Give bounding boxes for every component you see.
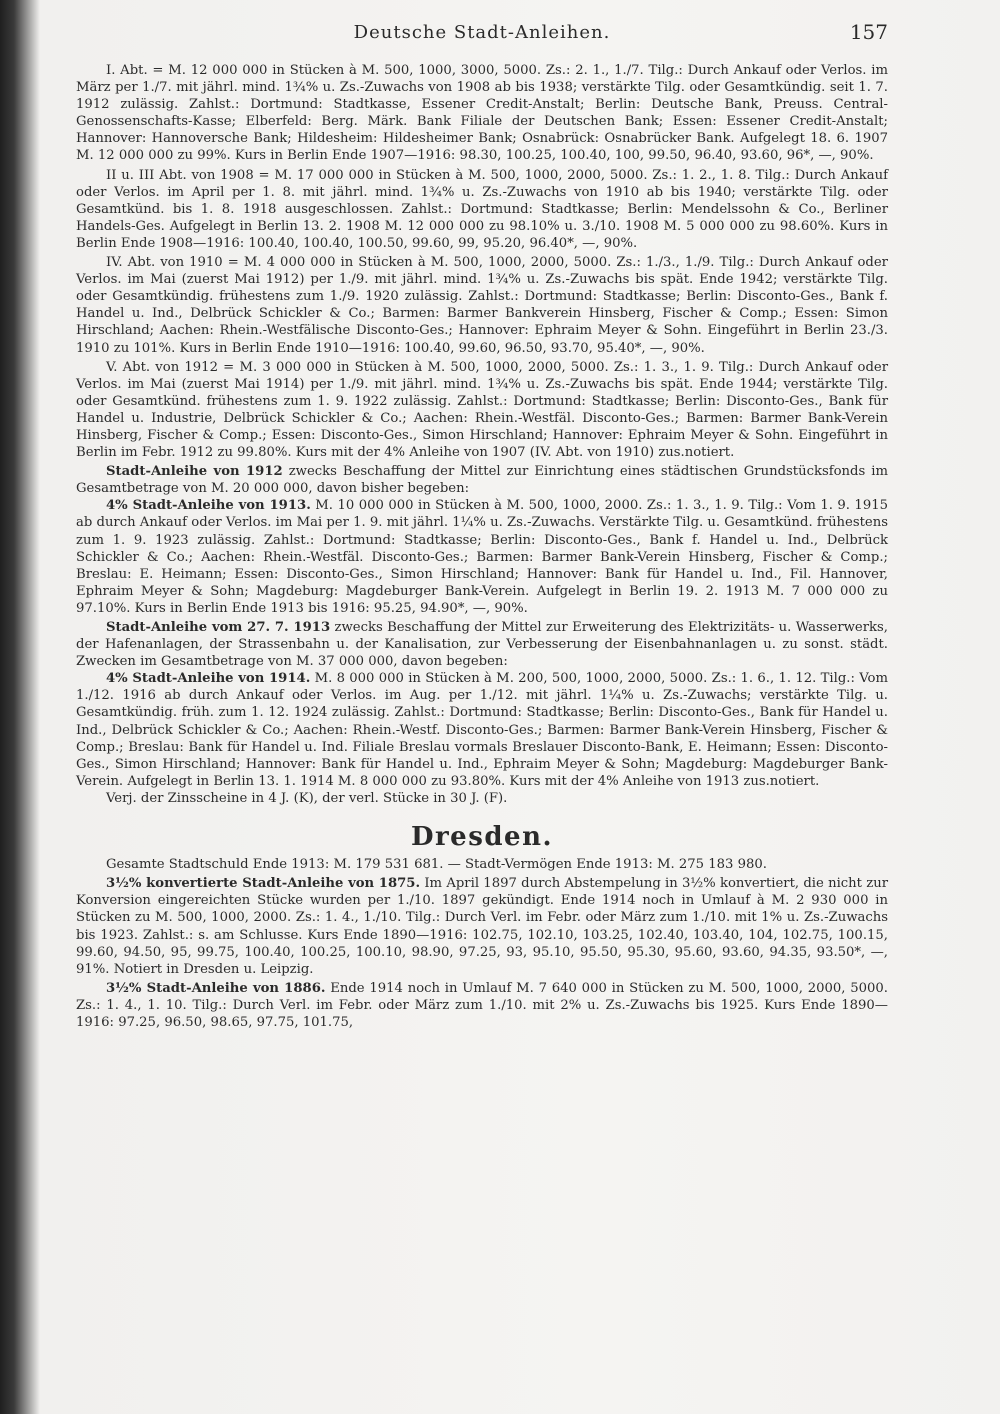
paragraph [76, 790, 888, 807]
paragraph-text: zwecks Beschaffung der Mittel zur Einrichtung eines städtischen Grundstücksfonds im Gesamtbetrage von M. 20 000 000, davon bisher begeben: [76, 464, 888, 497]
paragraph-text: V. Abt. von 1912 = M. 3 000 000 in Stücken à M. 500, 1000, 2000, 5000. Zs.: 1. 3., 1. 9. Tilg.: Durch Ankauf oder Verlos. im Mai (zuerst Mai 1914) per 1./9. mit jährl. mind. 1¾% u. Zs.-Zuwachs bis spät. Ende 1944; verstärkte Tilg. oder Gesamtkünd. frühestens zum 1. 9. 1922 zulässig. Zahlst.: Dortmund: Stadtkasse; Berlin: Disconto-Ges., Bank für Handel u. Industrie, Delbrück Schickler & Co.; Aachen: Rhein.-Westfäl. Disconto-Ges.; Barmen: Barmer Bank-Verein Hinsberg, Fischer & Comp.; Essen: Disconto-Ges., Simon Hirschland; Hannover: Ephraim Meyer & Sohn. Eingeführt in Berlin im Febr. 1912 zu 99.80%. Kurs mit der 4% Anleihe von 1907 (IV. Abt. von 1910) zus.notiert. [76, 359, 888, 461]
loan-title: 3½% konvertierte Stadt-Anleihe von 1875. [106, 876, 421, 892]
paragraph-text: Gesamte Stadtschuld Ende 1913: M. 179 531 681. — Stadt-Vermögen Ende 1913: M. 275 183 980. [106, 857, 767, 873]
loan-title: 3½% Stadt-Anleihe von 1886. [106, 980, 326, 996]
paragraph [76, 167, 888, 252]
paragraph [76, 359, 888, 462]
loan-title: Stadt-Anleihe von 1912 [106, 464, 283, 480]
paragraph-text: II u. III Abt. von 1908 = M. 17 000 000 in Stücken à M. 500, 1000, 2000, 5000. Zs.: 1. 2., 1. 8. Tilg.: Durch Ankauf oder Verlos. im April per 1. 8. mit jährl. mind. 1¾% u. Zs.-Zuwachs von 1910 ab bis 1940; verstärkte Tilg. oder Gesamtkünd. bis 1. 8. 1918 ausgeschlossen. Zahlst.: Dortmund: Stadtkasse; Berlin: Mendelssohn & Co., Berliner Handels-Ges. Aufgelegt in Berlin 13. 2. 1908 M. 12 000 000 zu 98.10% u. 3./10. 1908 M. 5 000 000 zu 98.60%. Kurs in Berlin Ende 1908—1916: 100.40, 100.40, 100.50, 99.60, 99, 95.20, 96.40*, —, 90%. [76, 167, 888, 251]
paragraph-text: M. 10 000 000 in Stücken à M. 500, 1000, 2000. Zs.: 1. 3., 1. 9. Tilg.: Vom 1. 9. 1915 ab durch Ankauf oder Verlos. im Mai per 1. 9. mit jährl. 1¼% u. Zs.-Zuwachs. Verstärkte Tilg. u. Gesamtkünd. frühestens zum 1. 9. 1923 zulässig. Zahlst.: Dortmund: Stadtkasse; Berlin: Disconto-Ges., Bank f. Handel u. Ind., Delbrück Schickler & Co.; Aachen: Rhein.-Westfäl. Disconto-Ges.; Barmen: Barmer Bank-Verein Hinsberg, Fischer & Comp.; Breslau: E. Heimann; Essen: Disconto-Ges., Simon Hirschland; Hannover: Bank für Handel u. Ind., Fil. Hannover, Ephraim Meyer & Sohn; Magdeburg: Magdeburger Bank-Verein. Aufgelegt in Berlin 19. 2. 1913 M. 7 000 000 zu 97.10%. Kurs in Berlin Ende 1913 bis 1916: 95.25, 94.90*, —, 90%. [76, 498, 888, 616]
paragraph [76, 619, 888, 670]
paragraph [76, 875, 888, 978]
paragraph [76, 980, 888, 1031]
page-body [76, 62, 888, 1031]
page-number: 157 [849, 20, 888, 44]
loan-title: 4% Stadt-Anleihe von 1914. [106, 671, 311, 687]
paragraph-text: IV. Abt. von 1910 = M. 4 000 000 in Stücken à M. 500, 1000, 2000, 5000. Zs.: 1./3., 1./9. Tilg.: Durch Ankauf oder Verlos. im Mai (zuerst Mai 1912) per 1./9. mit jährl. mind. 1¾% u. Zs.-Zuwachs bis spät. Ende 1942; verstärkte Tilg. oder Gesamtkündig. frühestens zum 1./9. 1920 zulässig. Zahlst.: Dortmund: Stadtkasse; Berlin: Disconto-Ges., Bank f. Handel u. Ind., Delbrück Schickler & Co.; Barmen: Barmer Bankverein Hinsberg, Fischer & Comp.; Essen: Simon Hirschland; Aachen: Rhein.-Westfälische Disconto-Ges.; Hannover: Ephraim Meyer & Sohn. Eingeführt in Berlin 23./3. 1910 zu 101%. Kurs in Berlin Ende 1910—1916: 100.40, 99.60, 96.50, 93.70, 95.40*, —, 90%. [76, 255, 888, 356]
paragraph-text: M. 8 000 000 in Stücken à M. 200, 500, 1000, 2000, 5000. Zs.: 1. 6., 1. 12. Tilg.: Vom 1./12. 1916 ab durch Ankauf oder Verlos. im Aug. per 1./12. mit jährl. 1¼% u. Zs.-Zuwachs; verstärkte Tilg. u. Gesamtkündig. früh. zum 1. 12. 1924 zulässig. Zahlst.: Dortmund: Stadtkasse; Berlin: Disconto-Ges., Bank für Handel u. Ind., Delbrück Schickler & Co.; Aachen: Rhein.-Westf. Disconto-Ges.; Barmen: Barmer Bank-Verein Hinsberg, Fischer & Comp.; Breslau: Bank für Handel u. Ind. Filiale Breslau vormals Breslauer Disconto-Bank, E. Heimann; Essen: Disconto-Ges., Simon Hirschland; Hannover: Bank für Handel u. Ind., Ephraim Meyer & Sohn; Magdeburg: Magdeburger Bank-Verein. Aufgelegt in Berlin 13. 1. 1914 M. 8 000 000 zu 93.80%. Kurs mit der 4% Anleihe von 1913 zus.notiert. [76, 671, 888, 789]
paragraph-text: Verj. der Zinsscheine in 4 J. (K), der verl. Stücke in 30 J. (F). [106, 790, 508, 806]
paragraph [76, 856, 888, 873]
loan-title: Stadt-Anleihe vom 27. 7. 1913 [106, 620, 331, 635]
paragraph [76, 497, 888, 617]
page-header [76, 20, 888, 48]
paragraph [76, 62, 888, 165]
running-head: Deutsche Stadt-Anleihen. [353, 22, 611, 43]
paragraph-text: Im April 1897 durch Abstempelung in 3½% konvertiert, die nicht zur Konversion eingereichten Stücke wurden per 1./10. 1897 gekündigt. Ende 1914 noch in Umlauf à M. 2 930 000 in Stücken zu M. 500, 1000, 2000. Zs.: 1. 4., 1./10. Tilg.: Durch Verl. im Febr. oder März zum 1./10. mit 1% u. Zs.-Zuwachs bis 1923. Zahlst.: s. am Schlusse. Kurs Ende 1890—1916: 102.75, 102.10, 103.25, 102.40, 103.40, 104, 102.75, 100.15, 99.60, 94.50, 95, 99.75, 100.40, 100.25, 100.10, 98.90, 97.25, 93, 95.10, 95.50, 95.30, 95.60, 93.60, 94.35, 93.50*, —, 91%. Notiert in Dresden u. Leipzig. [76, 876, 888, 977]
paragraph-text: I. Abt. = M. 12 000 000 in Stücken à M. 500, 1000, 3000, 5000. Zs.: 2. 1., 1./7. Tilg.: Durch Ankauf oder Verlos. im März per 1./7. mit jährl. mind. 1¾% u. Zs.-Zuwachs von 1908 ab bis 1938; verstärkte Tilg. oder Gesamtkündig. seit 1. 7. 1912 zulässig. Zahlst.: Dortmund: Stadtkasse, Essener Credit-Anstalt; Berlin: Deutsche Bank, Preuss. Central-Genossenschafts-Kasse; Elberfeld: Berg. Märk. Bank Filiale der Deutschen Bank; Essen: Essener Credit-Anstalt; Hannover: Hannoversche Bank; Hildesheim: Hildesheimer Bank; Osnabrück: Osnabrücker Bank. Aufgelegt 18. 6. 1907 M. 12 000 000 zu 99%. Kurs in Berlin Ende 1907—1916: 98.30, 100.25, 100.40, 100, 99.50, 96.40, 93.60, 96*, —, 90%. [76, 63, 888, 164]
paragraph [76, 254, 888, 357]
paragraph [76, 670, 888, 790]
paragraph [76, 463, 888, 497]
section-heading: Dresden. [410, 822, 554, 853]
paragraph-text: zwecks Beschaffung der Mittel zur Erweiterung des Elektrizitäts- u. Wasserwerks, der Hafenanlagen, der Strassenbahn u. der Kanalisation, zur Verbesserung der Eisenbahnanlagen u. zu sonst. städt. Zwecken im Gesamtbetrage von M. 37 000 000, davon begeben: [76, 620, 888, 670]
loan-title: 4% Stadt-Anleihe von 1913. [106, 498, 311, 514]
paragraph-text: Ende 1914 noch in Umlauf M. 7 640 000 in Stücken zu M. 500, 1000, 2000, 5000. Zs.: 1. 4., 1. 10. Tilg.: Durch Verl. im Febr. oder März zum 1./10. mit 2% u. Zs.-Zuwachs bis 1925. Kurs Ende 1890—1916: 97.25, 96.50, 98.65, 97.75, 101.75, [76, 980, 888, 1030]
